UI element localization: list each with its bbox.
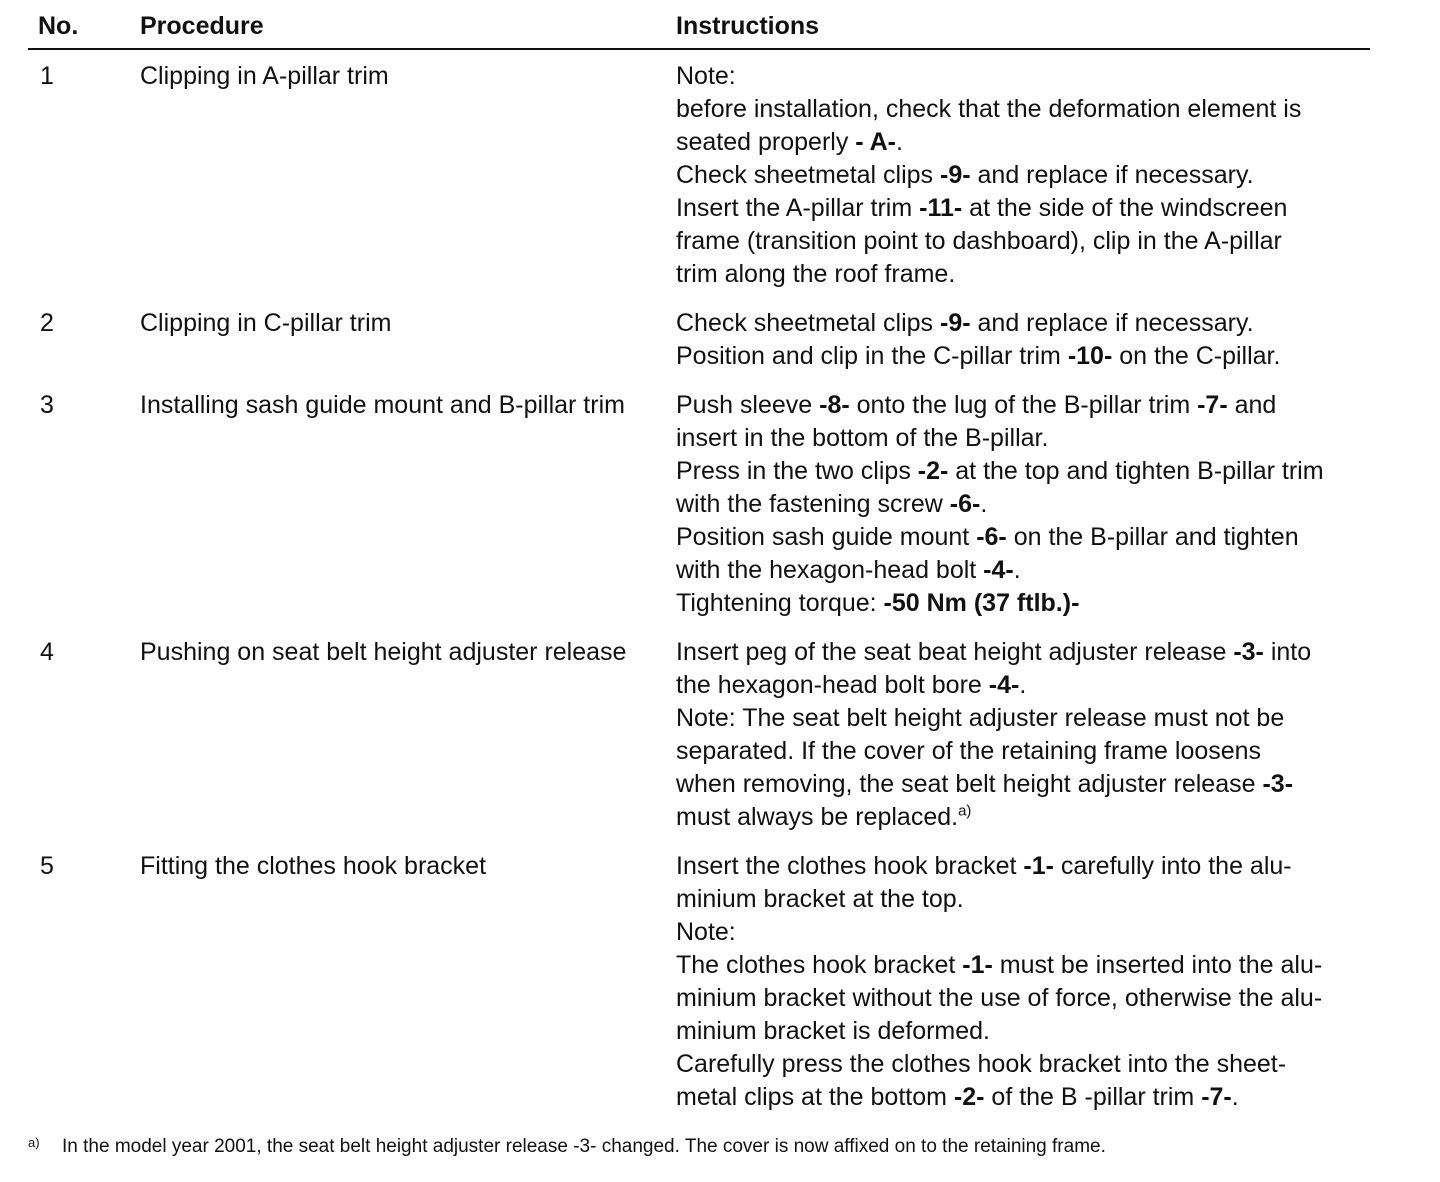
row-number: 4 (40, 638, 54, 666)
part-reference: -8- (819, 391, 850, 419)
instruction-line: Note: (676, 918, 736, 946)
instruction-line: insert in the bottom of the B-pillar. (676, 424, 1049, 452)
instruction-line: the hexagon-head bolt bore -4-. (676, 671, 1027, 699)
part-reference: -2- (917, 457, 949, 485)
row-number: 1 (40, 62, 54, 90)
instruction-line: Note: The seat belt height adjuster release must not be (676, 704, 1285, 732)
header-no: No. (28, 6, 140, 49)
part-reference: -11- (919, 194, 963, 222)
instruction-line: The clothes hook bracket -1- must be inserted into the alu- (676, 951, 1323, 979)
instruction-line: frame (transition point to dashboard), clip in the A-pillar (676, 227, 1282, 255)
row-procedure: Clipping in C-pillar trim (140, 309, 392, 337)
footnote-mark: a) (28, 1135, 40, 1150)
row-procedure: Fitting the clothes hook bracket (140, 852, 487, 880)
part-reference: -9- (940, 161, 971, 189)
instruction-line: Press in the two clips -2- at the top and tighten B-pillar trim (676, 457, 1324, 485)
table-row (28, 850, 1370, 1124)
procedure-table (28, 6, 1370, 1124)
instruction-line: when removing, the seat belt height adjuster release -3- (676, 770, 1294, 798)
instruction-line: Position sash guide mount -6- on the B-pillar and tighten (676, 523, 1299, 551)
instruction-line-with-footnote (676, 801, 1370, 834)
part-reference: -50 Nm (37 ftlb.)- (883, 589, 1080, 617)
row-instructions (676, 307, 1370, 389)
part-reference: -6- (949, 490, 981, 518)
part-reference: -1- (1023, 852, 1054, 880)
row-procedure: Pushing on seat belt height adjuster release (140, 638, 627, 666)
instruction-line: with the hexagon-head bolt -4-. (676, 556, 1021, 584)
row-instructions (676, 49, 1370, 307)
part-reference: -3- (1233, 638, 1264, 666)
footnote-text: In the model year 2001, the seat belt height adjuster release -3- changed. The cover is now affixed on to the retaining frame. (62, 1136, 1106, 1157)
table-row (28, 636, 1370, 850)
part-reference: -4- (983, 556, 1014, 584)
row-instructions (676, 389, 1370, 636)
instruction-line: metal clips at the bottom -2- of the B -pillar trim -7-. (676, 1083, 1239, 1111)
row-procedure: Clipping in A-pillar trim (140, 62, 389, 90)
instruction-line: trim along the roof frame. (676, 260, 956, 288)
table-row (28, 307, 1370, 389)
row-procedure: Installing sash guide mount and B-pillar trim (140, 391, 625, 419)
instruction-line: Carefully press the clothes hook bracket into the sheet- (676, 1050, 1287, 1078)
row-number: 2 (40, 309, 54, 337)
part-reference: -3- (1262, 770, 1294, 798)
instruction-line: Insert the A-pillar trim -11- at the side of the windscreen (676, 194, 1288, 222)
part-reference: -1- (962, 951, 993, 979)
instruction-text: must always be replaced. (676, 803, 959, 831)
instruction-line: before installation, check that the deformation element is (676, 95, 1302, 123)
table-row (28, 389, 1370, 636)
instruction-line: with the fastening screw -6-. (676, 490, 988, 518)
part-reference: -9- (940, 309, 971, 337)
instruction-line: Check sheetmetal clips -9- and replace if necessary. (676, 309, 1254, 337)
row-instructions (676, 636, 1370, 850)
part-reference: -6- (976, 523, 1007, 551)
instruction-line: Note: (676, 62, 736, 90)
part-reference: -7- (1201, 1083, 1232, 1111)
part-reference: -2- (953, 1083, 985, 1111)
instruction-line: minium bracket at the top. (676, 885, 964, 913)
instruction-line: Insert the clothes hook bracket -1- carefully into the alu- (676, 852, 1292, 880)
instruction-line: seated properly - A-. (676, 128, 903, 156)
instruction-line: Push sleeve -8- onto the lug of the B-pillar trim -7- and (676, 391, 1277, 419)
part-reference: -7- (1197, 391, 1228, 419)
instruction-line: Insert peg of the seat beat height adjuster release -3- into (676, 638, 1312, 666)
header-instructions: Instructions (676, 6, 1370, 49)
footnote-reference: a) (958, 802, 972, 820)
instruction-line: separated. If the cover of the retaining frame loosens (676, 737, 1262, 765)
instruction-line: Check sheetmetal clips -9- and replace if necessary. (676, 161, 1254, 189)
part-reference: -10- (1067, 342, 1113, 370)
row-instructions (676, 850, 1370, 1124)
part-reference: -4- (988, 671, 1020, 699)
instruction-line: Tightening torque: -50 Nm (37 ftlb.)- (676, 589, 1080, 617)
table-header-row (28, 6, 1370, 49)
instruction-line: minium bracket without the use of force, otherwise the alu- (676, 984, 1323, 1012)
table-row (28, 49, 1370, 307)
instruction-line: Position and clip in the C-pillar trim -10- on the C-pillar. (676, 342, 1281, 370)
row-number: 3 (40, 391, 54, 419)
instruction-line: minium bracket is deformed. (676, 1017, 991, 1045)
footnote (28, 1134, 1408, 1160)
row-number: 5 (40, 852, 54, 880)
part-reference: - A- (855, 128, 897, 156)
header-procedure: Procedure (140, 6, 676, 49)
